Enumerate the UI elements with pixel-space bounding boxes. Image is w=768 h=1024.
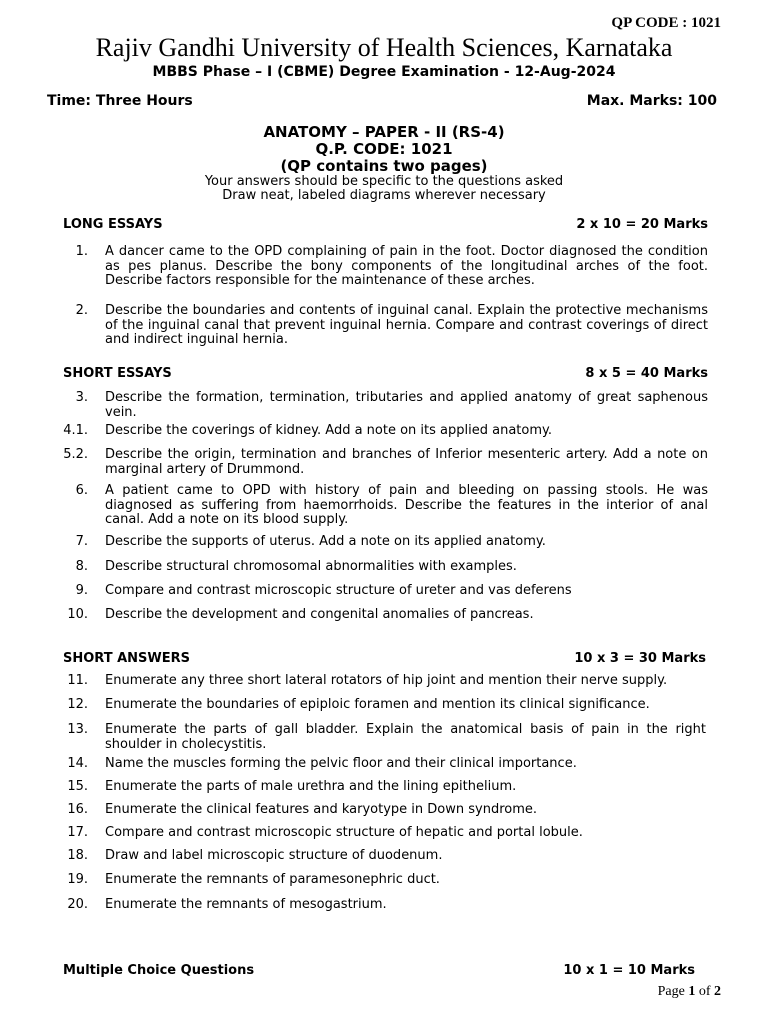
university-title: Rajiv Gandhi University of Health Sciences, Karnataka (95, 33, 673, 62)
question-number: 3. (75, 390, 88, 405)
max-marks: Max. Marks: 100 (586, 93, 717, 109)
question-number: 17. (67, 825, 88, 840)
section-title: LONG ESSAYS (63, 217, 163, 232)
question-text: Enumerate the parts of gall bladder. Explain the anatomical basis of pain in the right shoulder in cholecystitis. (105, 722, 706, 752)
question-number: 1. (75, 244, 88, 259)
page-current: 1 (688, 984, 696, 999)
question-item (62, 803, 706, 818)
exam-time: Time: Three Hours (47, 93, 193, 109)
question-number: 14. (67, 756, 88, 771)
question-number: 8. (75, 559, 88, 574)
instruction-line: Draw neat, labeled diagrams wherever necessary (222, 188, 546, 203)
instruction-line: Your answers should be specific to the questions asked (204, 174, 564, 189)
section-title: Multiple Choice Questions (63, 963, 255, 978)
section-marks: 8 x 5 = 40 Marks (585, 366, 708, 381)
question-number: 18. (67, 848, 88, 863)
question-text: Compare and contrast microscopic structure of ureter and vas deferens (105, 583, 572, 598)
section-title: SHORT ANSWERS (63, 651, 191, 666)
question-text: Describe the coverings of kidney. Add a note on its applied anatomy. (105, 423, 552, 438)
question-text: Name the muscles forming the pelvic floor and their clinical importance. (105, 756, 577, 771)
question-item (62, 674, 706, 689)
question-item (62, 849, 706, 864)
question-item (62, 245, 708, 289)
question-text: Enumerate the remnants of mesogastrium. (105, 897, 387, 912)
question-number: 12. (67, 697, 88, 712)
question-item (62, 560, 708, 575)
question-number: 2. (75, 303, 88, 318)
question-item (62, 448, 708, 477)
question-item (62, 584, 708, 599)
page-of: of (695, 984, 714, 999)
question-item (62, 723, 706, 752)
section-marks: 10 x 1 = 10 Marks (563, 963, 695, 978)
question-text: Enumerate any three short lateral rotators of hip joint and mention their nerve supply. (105, 673, 668, 688)
question-text: Describe structural chromosomal abnormalities with examples. (105, 559, 517, 574)
question-number: 6. (75, 483, 88, 498)
question-text: Enumerate the parts of male urethra and the lining epithelium. (105, 779, 517, 794)
question-text: A dancer came to the OPD complaining of pain in the foot. Doctor diagnosed the condition as pes planus. Describe the bony components of the longitudinal arches of the foot. Describe factors responsible for the maintenance of these arches. (105, 244, 708, 288)
question-item (62, 608, 708, 623)
question-number: 5.2. (63, 447, 88, 462)
question-item (62, 826, 706, 841)
question-item (62, 304, 708, 348)
page-prefix: Page (657, 984, 689, 999)
page-number (658, 984, 721, 1000)
question-number: 20. (67, 897, 88, 912)
pages-note: (QP contains two pages) (280, 157, 488, 175)
paper-code: Q.P. CODE: 1021 (315, 140, 453, 158)
question-number: 19. (67, 872, 88, 887)
section-heading-long-essays (63, 217, 708, 232)
question-text: Describe the origin, termination and branches of Inferior mesenteric artery. Add a note on marginal artery of Drummond. (105, 447, 708, 477)
question-item (62, 391, 708, 420)
question-item (62, 698, 706, 713)
page-total: 2 (714, 984, 721, 999)
question-item (62, 484, 708, 528)
section-title: SHORT ESSAYS (63, 366, 172, 381)
question-text: Draw and label microscopic structure of duodenum. (105, 848, 443, 863)
question-text: Describe the boundaries and contents of inguinal canal. Explain the protective mechanisms of the inguinal canal that prevent inguinal hernia. Compare and contrast coverings of direct and indirect inguinal hernia. (105, 303, 708, 347)
question-number: 15. (67, 779, 88, 794)
qp-code: QP CODE : 1021 (611, 15, 721, 31)
question-item (62, 780, 706, 795)
question-number: 4.1. (63, 423, 88, 438)
question-text: A patient came to OPD with history of pain and bleeding on passing stools. He was diagnosed as suffering from haemorrhoids. Describe the features in the interior of anal canal. Add a note on its blood supply. (105, 483, 708, 527)
section-marks: 2 x 10 = 20 Marks (576, 217, 708, 232)
question-text: Describe the development and congenital anomalies of pancreas. (105, 607, 534, 622)
question-text: Compare and contrast microscopic structure of hepatic and portal lobule. (105, 825, 583, 840)
question-item (62, 424, 708, 439)
section-heading-short-essays (63, 366, 708, 381)
section-marks: 10 x 3 = 30 Marks (574, 651, 706, 666)
question-text: Enumerate the remnants of paramesonephric duct. (105, 872, 440, 887)
question-text: Enumerate the clinical features and karyotype in Down syndrome. (105, 802, 538, 817)
question-text: Enumerate the boundaries of epiploic foramen and mention its clinical significance. (105, 697, 650, 712)
question-text: Describe the supports of uterus. Add a note on its applied anatomy. (105, 534, 546, 549)
question-item (62, 535, 708, 550)
exam-title: MBBS Phase – I (CBME) Degree Examination - 12-Aug-2024 (152, 64, 616, 80)
paper-title: ANATOMY – PAPER - II (RS-4) (263, 123, 505, 141)
question-item (62, 757, 706, 772)
question-number: 13. (67, 722, 88, 737)
question-number: 9. (75, 583, 88, 598)
question-number: 16. (67, 802, 88, 817)
question-number: 7. (75, 534, 88, 549)
question-number: 10. (67, 607, 88, 622)
question-text: Describe the formation, termination, tributaries and applied anatomy of great saphenous vein. (105, 390, 708, 420)
question-item (62, 873, 706, 888)
question-number: 11. (67, 673, 88, 688)
question-item (62, 898, 706, 913)
section-heading-short-answers (63, 651, 706, 666)
section-heading-mcq (63, 963, 695, 978)
